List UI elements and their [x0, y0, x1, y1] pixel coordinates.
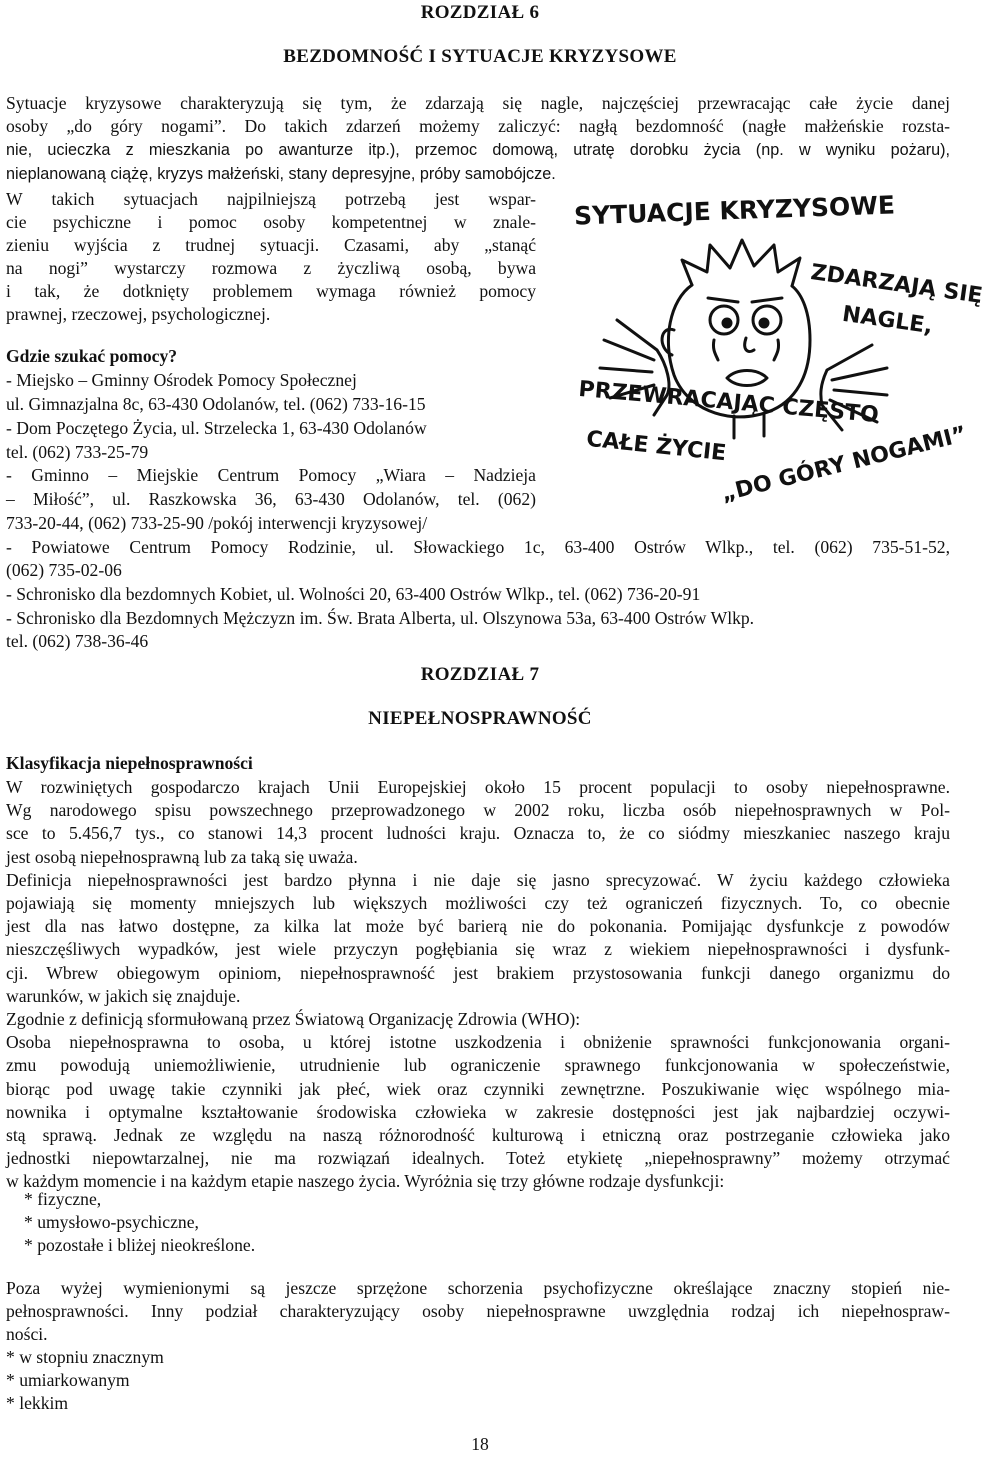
illustration-caption-bottom: „DO GÓRY NOGAMI” — [718, 421, 970, 508]
list-item: * w stopniu znacznym — [6, 1347, 164, 1367]
paragraph-line: warunków, w jakich się znajduje. — [6, 985, 241, 1006]
illustration-caption-right: ZDARZAJĄ SIĘ — [809, 260, 984, 309]
paragraph-line: jest dla nas łatwo dostępne, za kilka lat może być barierą nie do pokonania. Pomijając dysfunkcje z powodów — [6, 916, 950, 937]
paragraph-line: Zgodnie z definicją sformułowaną przez Światową Organizację Zdrowia (WHO): — [6, 1009, 581, 1029]
help-line: ul. Gimnazjalna 8c, 63-430 Odolanów, tel. (062) 733-16-15 — [6, 394, 426, 414]
paragraph-line: pojawiają się momenty mniejszych lub większych możliwości czy też ograniczeń fizycznych. To, co obecnie — [6, 893, 950, 913]
chapter-heading: ROZDZIAŁ 6 — [420, 2, 540, 23]
paragraph-line: nownika i optymalne kształtowanie środowiska człowieka w zakresie dostępności jest jak najbardziej oczywi- — [6, 1101, 950, 1122]
paragraph-line: pełnosprawności. Inny podział charakteryzujący osoby niepełnosprawne uwzględnia rodzaj ich niepełnospraw- — [6, 1301, 950, 1321]
paragraph-line: sce to 5.456,7 tys., co stanowi 14,3 procent ludności kraju. Oznacza to, że co siódmy mieszkaniec naszego kraju — [6, 823, 950, 844]
paragraph-line: jednostki niepowtarzalnej, nie ma rozwiązań idealnych. Toteż etykietę „niepełnosprawny” możemy otrzymać — [6, 1148, 950, 1169]
paragraph-line: osoby „do góry nogami”. Do takich zdarzeń możemy zaliczyć: nagłą bezdomność (nagłe małżeńskie rozsta- — [6, 116, 950, 136]
paragraph-line: i tak, że dotknięty problemem wymaga również pomocy — [6, 281, 536, 301]
illustration-caption-top: SYTUACJE KRYZYSOWE — [573, 190, 896, 231]
chapter-title: BEZDOMNOŚĆ I SYTUACJE KRYZYSOWE — [283, 46, 677, 67]
paragraph-line: W rozwiniętych gospodarczo krajach Unii Europejskiej około 15 procent populacji to osoby niepełnosprawne. — [6, 777, 950, 797]
help-line: - Dom Poczętego Życia, ul. Strzelecka 1, 63-430 Odolanów — [6, 418, 427, 438]
paragraph-line: jest osobą niepełnosprawną lub za taką się uważa. — [6, 846, 358, 867]
illustration-caption-right: NAGLE, — [840, 301, 935, 340]
paragraph-line: prawnej, rzeczowej, psychologicznej. — [6, 304, 271, 324]
paragraph-line: Osoba niepełnosprawna to osoba, u której istotne uszkodzenia i obniżenie sprawności funkcjonowania organi- — [6, 1032, 950, 1053]
paragraph-line: nie, ucieczka z mieszkania po awanturze itp.), przemoc domową, utratę dorobku życia (np. w wyniku pożaru), — [6, 141, 950, 159]
illustration-caption-bottom: PRZEWRACAJĄC CZĘSTO — [577, 376, 880, 429]
paragraph-line: stą sprawą. Jednak ze względu na naszą różnorodność kulturową i etniczną oraz postrzeganie człowieka jako — [6, 1125, 950, 1145]
help-line: - Schronisko dla Bezdomnych Mężczyzn im. Św. Brata Alberta, ul. Olszynowa 53a, 63-400 Ostrów Wlkp. — [6, 608, 755, 628]
paragraph-line: w każdym momencie i na każdym etapie naszego życia. Wyróżnia się trzy główne rodzaje dysfunkcji: — [6, 1171, 725, 1192]
chapter-title: NIEPEŁNOSPRAWNOŚĆ — [368, 708, 592, 729]
paragraph-line: biorąc pod uwagę takie czynniki jak płeć, wiek oraz czynniki zewnętrzne. Poszukiwanie więc wspólnego mia- — [6, 1078, 950, 1099]
crisis-illustration — [542, 190, 984, 510]
paragraph-line: zieniu wyjścia z trudnej sytuacji. Czasami, aby „stanąć — [6, 235, 536, 255]
paragraph-line: zmu powodują uniemożliwienie, utrudnienie lub ograniczenie sprawnego funkcjonowania w społeczeństwie, — [6, 1055, 950, 1076]
help-line: - Miejsko – Gminny Ośrodek Pomocy Społecznej — [6, 370, 357, 390]
help-line: (062) 735-02-06 — [6, 560, 122, 580]
help-line: - Schronisko dla bezdomnych Kobiet, ul. Wolności 20, 63-400 Ostrów Wlkp., tel. (062) 736-20-91 — [6, 584, 701, 604]
help-line: 733-20-44, (062) 733-25-90 /pokój interwencji kryzysowej/ — [6, 513, 428, 533]
paragraph-line: nieplanowaną ciążę, kryzys małżeński, stany depresyjne, próby samobójcze. — [6, 165, 556, 183]
help-heading: Gdzie szukać pomocy? — [6, 346, 178, 366]
paragraph-line: nieszczęśliwych wypadków, jest wiele przyczyn pogłębiania się wraz z wiekiem niepełnosprawności i dysfunk- — [6, 939, 950, 960]
page-number: 18 — [471, 1434, 489, 1454]
chapter-heading: ROZDZIAŁ 7 — [420, 664, 540, 685]
list-item: * umysłowo-psychiczne, — [24, 1212, 199, 1232]
paragraph-line: cie psychiczne i pomoc osoby kompetentnej w znale- — [6, 212, 536, 232]
list-item: * lekkim — [6, 1393, 69, 1413]
paragraph-line: Definicja niepełnosprawności jest bardzo płynna i nie daje się jasno sprecyzować. W życiu każdego człowieka — [6, 869, 950, 890]
help-line: – Miłość”, ul. Raszkowska 36, 63-430 Odolanów, tel. (062) — [6, 489, 536, 509]
paragraph-line: Poza wyżej wymienionymi są jeszcze sprzężone schorzenia psychofizyczne określające znaczny stopień nie- — [6, 1278, 950, 1298]
help-line: tel. (062) 738-36-46 — [6, 631, 149, 651]
paragraph-line: Sytuacje kryzysowe charakteryzują się tym, że zdarzają się nagle, najczęściej przewracając całe życie danej — [6, 93, 950, 113]
paragraph-line: na nogi” wystarczy rozmowa z życzliwą osobą, bywa — [6, 258, 536, 278]
paragraph-line: Wg narodowego spisu powszechnego przeprowadzonego w 2002 roku, liczba osób niepełnosprawnych w Pol- — [6, 800, 950, 821]
paragraph-line: ności. — [6, 1324, 48, 1344]
paragraph-line: cji. Wbrew obiegowym opiniom, niepełnosprawność jest brakiem przystosowania funkcji danego organizmu do — [6, 962, 950, 983]
list-item: * umiarkowanym — [6, 1370, 130, 1390]
help-line: tel. (062) 733-25-79 — [6, 442, 149, 462]
section-subheading: Klasyfikacja niepełnosprawności — [6, 753, 253, 773]
list-item: * fizyczne, — [24, 1189, 102, 1209]
paragraph-line: W takich sytuacjach najpilniejszą potrzebą jest wspar- — [6, 189, 536, 209]
list-item: * pozostałe i bliżej nieokreślone. — [24, 1235, 256, 1255]
illustration-caption-bottom: CAŁE ŻYCIE — [585, 426, 728, 467]
help-line: - Gminno – Miejskie Centrum Pomocy „Wiara – Nadzieja — [6, 465, 536, 485]
help-line: - Powiatowe Centrum Pomocy Rodzinie, ul. Słowackiego 1c, 63-400 Ostrów Wlkp., tel. (062) 735-51-52, — [6, 537, 950, 557]
